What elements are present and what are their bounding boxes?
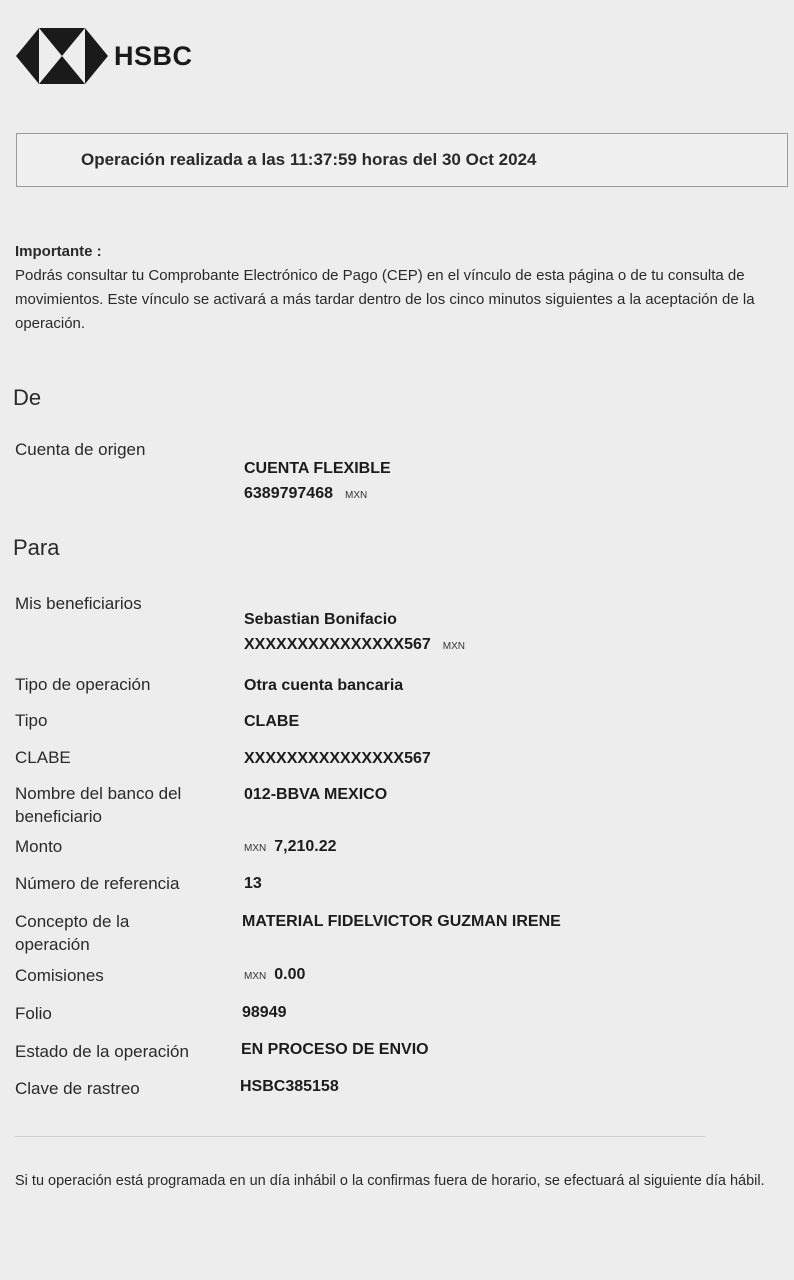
reference-label: Número de referencia bbox=[15, 874, 180, 893]
clabe-label: CLABE bbox=[15, 748, 71, 767]
beneficiary-account: XXXXXXXXXXXXXXX567 bbox=[244, 636, 431, 653]
beneficiary-account-row bbox=[244, 636, 465, 654]
hsbc-logo bbox=[16, 28, 193, 84]
beneficiary-name: Sebastian Bonifacio bbox=[244, 611, 397, 628]
hsbc-hexagon-icon bbox=[16, 28, 108, 84]
amount-label: Monto bbox=[15, 837, 63, 856]
origin-account-number-row bbox=[244, 485, 367, 503]
operation-summary-box bbox=[16, 133, 788, 187]
concept-value: MATERIAL FIDELVICTOR GUZMAN IRENE bbox=[242, 913, 561, 930]
fees-label: Comisiones bbox=[15, 966, 104, 985]
fees-value: 0.00 bbox=[274, 966, 306, 983]
bank-label: Nombre del banco del beneficiario bbox=[15, 784, 182, 826]
type-label: Tipo bbox=[15, 711, 48, 730]
folio-label: Folio bbox=[15, 1004, 52, 1023]
origin-account-number: 6389797468 bbox=[244, 485, 333, 502]
origin-currency: MXN bbox=[344, 490, 368, 501]
section-from-heading: De bbox=[13, 385, 42, 410]
footer-note: Si tu operación está programada en un día inhábil o la confirmas fuera de horario, se efectuará al siguiente día hábil. bbox=[15, 1173, 765, 1189]
important-body: Podrás consultar tu Comprobante Electrónico de Pago (CEP) en el vínculo de esta página o de tu consulta de movimientos. Este vínculo se activará a más tardar dentro de los cinco minutos siguientes a la aceptación de la operación. bbox=[15, 267, 755, 332]
amount-currency: MXN bbox=[244, 843, 267, 854]
section-to-heading: Para bbox=[13, 535, 60, 560]
logo-text: HSBC bbox=[114, 40, 193, 71]
tracking-value: HSBC385158 bbox=[240, 1078, 339, 1095]
amount-row bbox=[244, 838, 337, 856]
folio-value: 98949 bbox=[242, 1004, 287, 1021]
fees-row bbox=[244, 966, 305, 984]
fees-currency: MXN bbox=[244, 971, 267, 982]
beneficiary-currency: MXN bbox=[442, 641, 466, 652]
status-label: Estado de la operación bbox=[15, 1042, 189, 1061]
origin-account-label: Cuenta de origen bbox=[15, 440, 146, 459]
beneficiaries-label: Mis beneficiarios bbox=[15, 594, 142, 613]
operation-type-value: Otra cuenta bancaria bbox=[244, 677, 404, 694]
bank-value: 012-BBVA MEXICO bbox=[244, 786, 388, 803]
amount-value: 7,210.22 bbox=[274, 838, 337, 855]
important-notice bbox=[15, 240, 785, 336]
divider bbox=[15, 1136, 705, 1137]
operation-type-label: Tipo de operación bbox=[15, 675, 151, 694]
reference-value: 13 bbox=[244, 875, 262, 892]
origin-account-name: CUENTA FLEXIBLE bbox=[244, 460, 391, 477]
operation-summary: Operación realizada a las 11:37:59 horas del 30 Oct 2024 bbox=[81, 150, 537, 169]
clabe-value: XXXXXXXXXXXXXXX567 bbox=[244, 750, 431, 767]
type-value: CLABE bbox=[244, 713, 300, 730]
status-value: EN PROCESO DE ENVIO bbox=[241, 1041, 429, 1058]
concept-label: Concepto de la operación bbox=[15, 912, 130, 954]
important-title: Importante : bbox=[15, 243, 102, 260]
tracking-label: Clave de rastreo bbox=[15, 1079, 140, 1098]
